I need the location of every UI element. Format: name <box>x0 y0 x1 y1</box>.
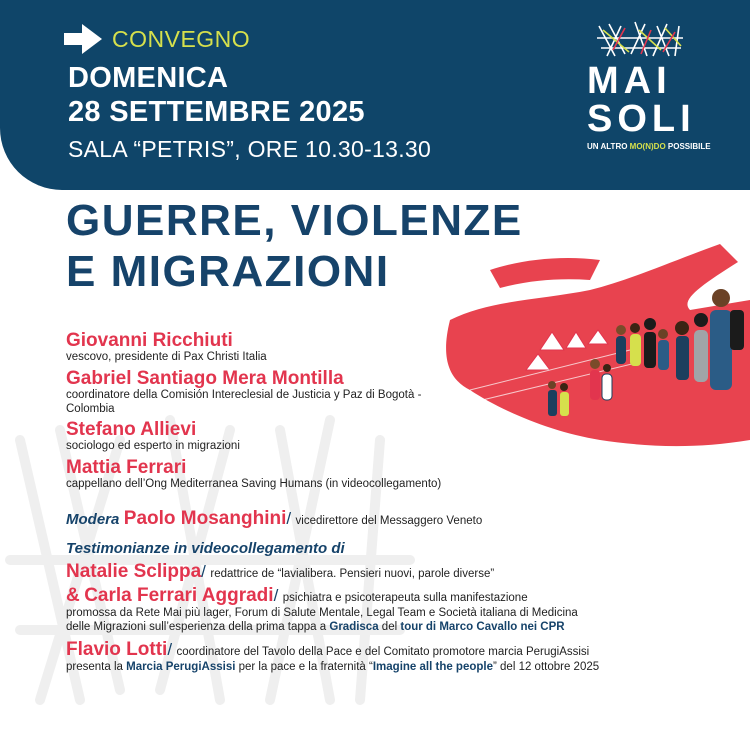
testimony-2-desc-line2: promossa da Rete Mai più lager, Forum di Salute Mentale, Legal Team e Società italiana di Medicina <box>66 607 578 619</box>
main-title-line1: GUERRE, VIOLENZE <box>66 196 523 245</box>
speaker-3-name: Stefano Allievi <box>66 419 197 440</box>
event-venue: SALA “PETRIS”, ORE 10.30-13.30 <box>68 136 432 162</box>
logo-tagline: UN ALTRO MO(N)DO POSSIBILE <box>587 142 711 151</box>
header-banner <box>0 0 750 190</box>
testimony-2-name: Carla Ferrari Aggradi <box>84 585 274 606</box>
testimony-2-desc-line3: delle Migrazioni sull’esperienza della prima tappa a Gradisca del tour di Marco Cavallo nei CPR <box>66 621 565 633</box>
ampersand: & <box>66 585 80 606</box>
speaker-2-role: coordinatore della Comisión Intereclesial de Justicia y Paz di Bogotà - Colombia <box>66 389 422 415</box>
event-date: 28 SETTEMBRE 2025 <box>68 96 365 128</box>
speaker-2-name: Gabriel Santiago Mera Montilla <box>66 368 344 389</box>
testimony-1-role: redattrice de “lavialibera. Pensieri nuovi, parole diverse” <box>210 568 495 580</box>
testimony-3-desc-line2: presenta la Marcia PerugiAssisi per la pace e la fraternità “Imagine all the people” del 12 ottobre 2025 <box>66 661 600 673</box>
speaker-1-role: vescovo, presidente di Pax Christi Italia <box>66 351 267 363</box>
scribble-mark-icon <box>595 20 685 60</box>
speaker-4-role: cappellano dell’Ong Mediterranea Saving Humans (in videocollegamento) <box>66 478 442 490</box>
logo-word-mai: MAI <box>587 60 672 102</box>
moderator-role: vicedirettore del Messaggero Veneto <box>295 515 483 527</box>
testimony-3: Flavio Lotti/ coordinatore del Tavolo della Pace e del Comitato promotore marcia PerugiAssisi <box>66 639 590 660</box>
logo-word-soli: SOLI <box>587 98 696 140</box>
testimony-1: Natalie Sclippa/ redattrice de “lavialibera. Pensieri nuovi, parole diverse” <box>66 561 495 582</box>
testimony-2-role: psichiatra e psicoterapeuta sulla manifestazione <box>282 592 528 604</box>
testimony-3-role: coordinatore del Tavolo della Pace e del Comitato promotore marcia PerugiAssisi <box>176 646 590 658</box>
speaker-1-name: Giovanni Ricchiuti <box>66 330 233 351</box>
event-type: CONVEGNO <box>112 26 251 52</box>
moderator-line: Modera Paolo Mosanghini/ vicedirettore del Messaggero Veneto <box>66 508 483 529</box>
arrow-right-icon <box>62 22 104 56</box>
moderator-label: Modera <box>66 511 120 528</box>
speaker-3-role: sociologo ed esperto in migrazioni <box>66 440 240 452</box>
speaker-4-name: Mattia Ferrari <box>66 457 187 478</box>
testimony-3-name: Flavio Lotti <box>66 639 168 660</box>
testimonies-heading: Testimonianze in videocollegamento di <box>66 540 345 557</box>
testimony-2: & Carla Ferrari Aggradi/ psichiatra e psicoterapeuta sulla manifestazione <box>66 585 528 606</box>
testimony-1-name: Natalie Sclippa <box>66 561 202 582</box>
hand-migrants-illustration <box>430 240 750 480</box>
mai-soli-logo <box>585 20 711 170</box>
event-day: DOMENICA <box>68 62 229 94</box>
main-title-line2: E MIGRAZIONI <box>66 247 390 296</box>
moderator-name: Paolo Mosanghini <box>123 508 287 529</box>
